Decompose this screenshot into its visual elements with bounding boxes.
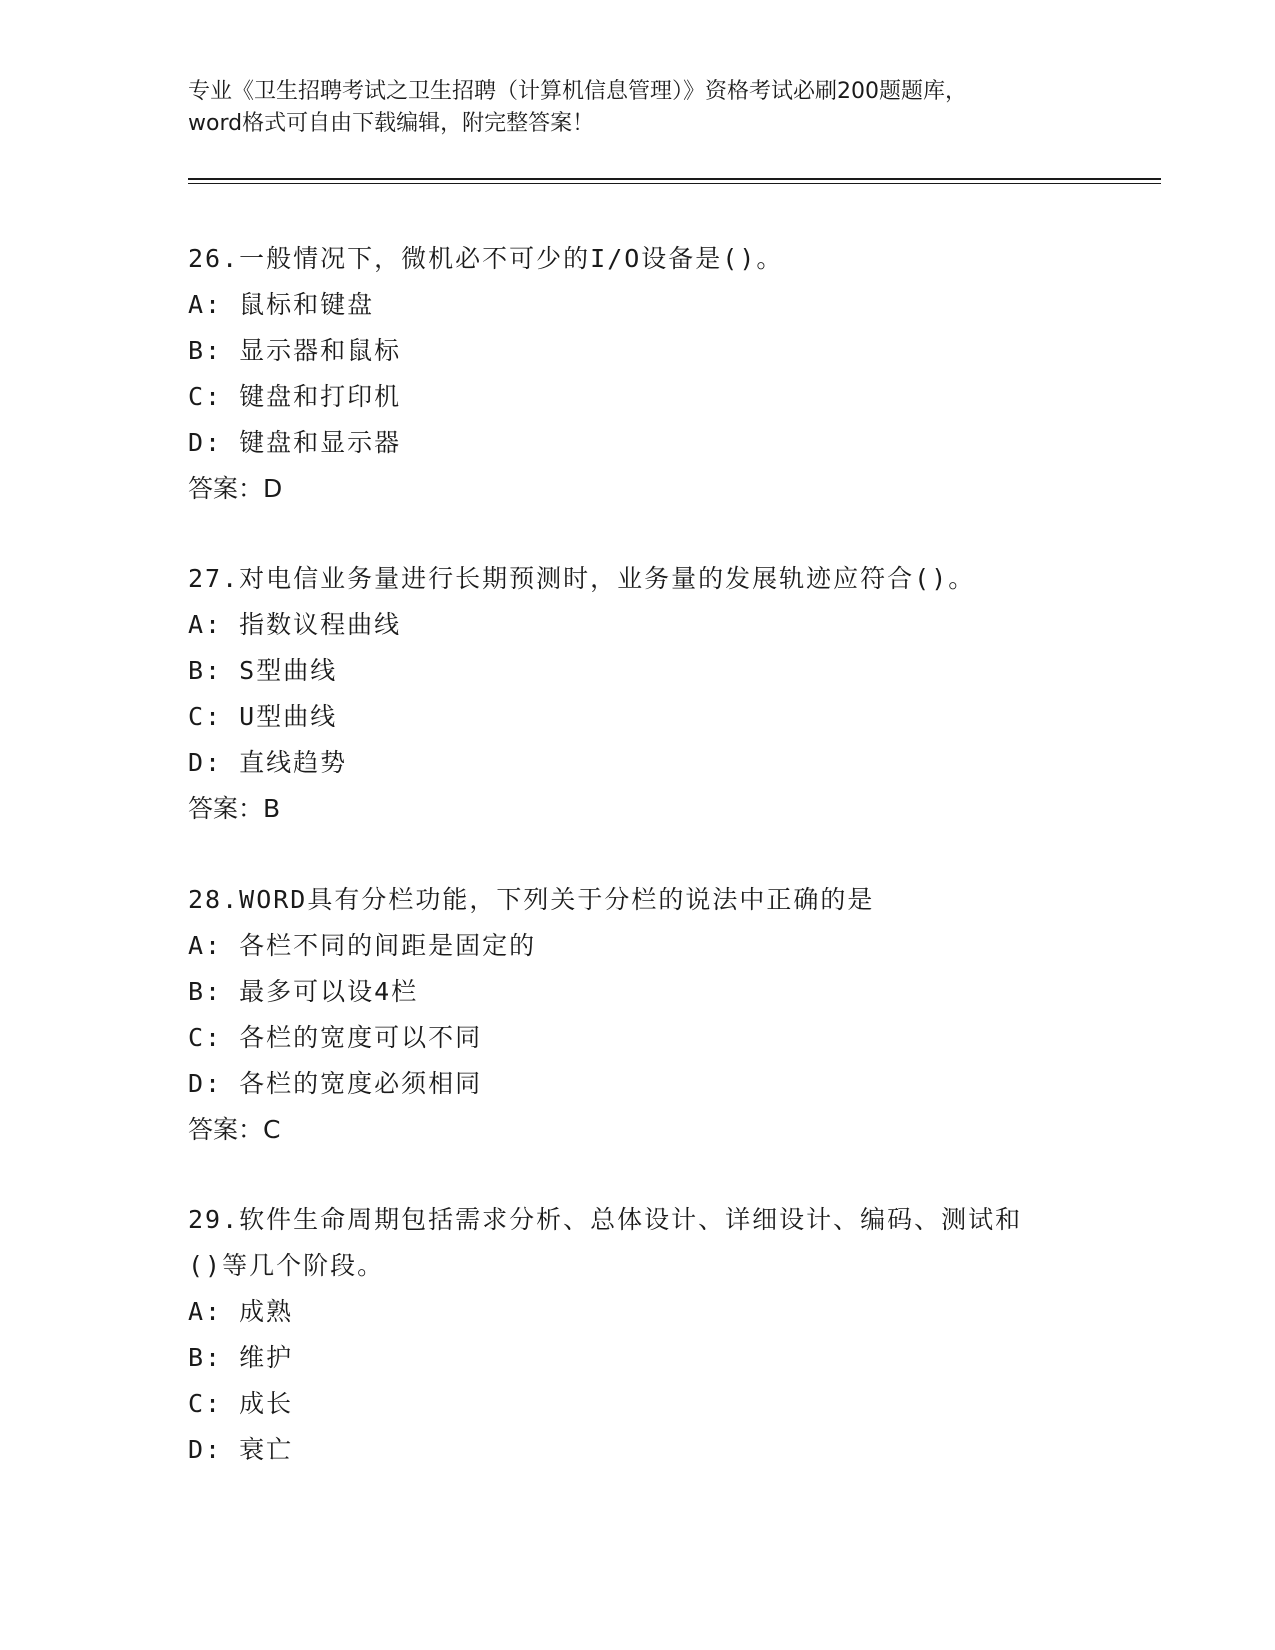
option-c: C: 键盘和打印机 [188,382,402,411]
option-b: B: 最多可以设4栏 [188,977,419,1006]
option-a: A: 指数议程曲线 [188,610,402,639]
option-b: B: 维护 [188,1343,294,1372]
option-d: D: 衰亡 [188,1435,294,1464]
document-header [188,76,1108,140]
question-stem: 27.对电信业务量进行长期预测时，业务量的发展轨迹应符合()。 [188,564,976,593]
question-28 [188,877,1148,1153]
header-line-1: 专业《卫生招聘考试之卫生招聘（计算机信息管理）》资格考试必刷200题题库， [188,79,967,104]
option-d: D: 键盘和显示器 [188,428,402,457]
header-divider-bottom [188,183,1161,184]
answer: 答案：C [188,1115,281,1144]
option-c: C: 各栏的宽度可以不同 [188,1023,483,1052]
question-stem: 29.软件生命周期包括需求分析、总体设计、详细设计、编码、测试和 [188,1205,1023,1234]
question-27 [188,556,1148,832]
option-c: C: 成长 [188,1389,294,1418]
answer: 答案：B [188,794,281,823]
option-d: D: 直线趋势 [188,748,348,777]
option-a: A: 各栏不同的间距是固定的 [188,931,537,960]
option-c: C: U型曲线 [188,702,338,731]
answer: 答案：D [188,474,283,503]
question-stem: 28.WORD具有分栏功能，下列关于分栏的说法中正确的是 [188,885,875,914]
question-stem: 26.一般情况下，微机必不可少的I/O设备是()。 [188,244,784,273]
option-b: B: 显示器和鼠标 [188,336,402,365]
option-a: A: 鼠标和键盘 [188,290,375,319]
option-a: A: 成熟 [188,1297,294,1326]
header-line-2: word格式可自由下载编辑，附完整答案！ [188,111,595,136]
option-d: D: 各栏的宽度必须相同 [188,1069,483,1098]
question-26 [188,236,1148,512]
option-b: B: S型曲线 [188,656,338,685]
header-divider-top [188,178,1161,180]
question-stem-continued: ()等几个阶段。 [188,1251,385,1280]
question-29 [188,1197,1148,1473]
